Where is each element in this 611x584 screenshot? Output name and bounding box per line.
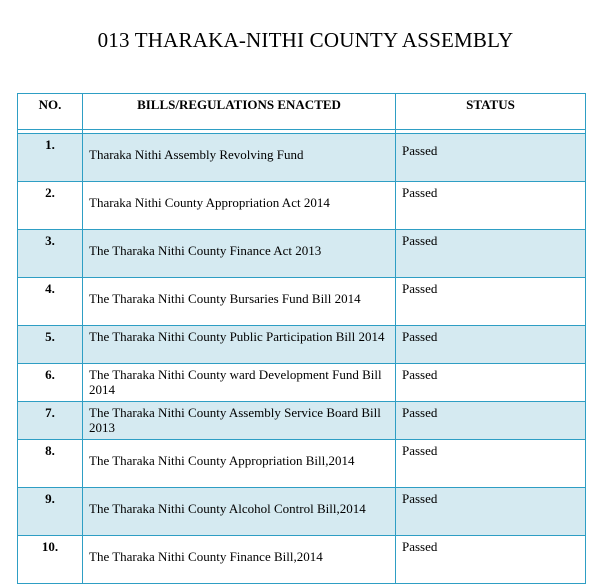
bill-status: Passed (396, 402, 586, 440)
bills-table (17, 93, 586, 584)
bill-name: The Tharaka Nithi County Public Participation Bill 2014 (83, 326, 396, 364)
bill-status: Passed (396, 488, 586, 536)
table-row (18, 364, 586, 402)
bill-name: The Tharaka Nithi County Bursaries Fund Bill 2014 (83, 278, 396, 326)
row-number: 4. (18, 278, 83, 326)
table-row (18, 536, 586, 584)
table-row (18, 230, 586, 278)
table-row (18, 402, 586, 440)
bill-name: The Tharaka Nithi County Appropriation Bill,2014 (83, 440, 396, 488)
table-header-row (18, 94, 586, 130)
row-number: 7. (18, 402, 83, 440)
bill-status: Passed (396, 536, 586, 584)
table-row (18, 326, 586, 364)
bill-name: The Tharaka Nithi County ward Development Fund Bill 2014 (83, 364, 396, 402)
table-row (18, 440, 586, 488)
row-number: 9. (18, 488, 83, 536)
table-row (18, 182, 586, 230)
bill-status: Passed (396, 278, 586, 326)
header-bills: BILLS/REGULATIONS ENACTED (83, 94, 396, 130)
bill-name: Tharaka Nithi County Appropriation Act 2014 (83, 182, 396, 230)
document-title: 013 THARAKA-NITHI COUNTY ASSEMBLY (97, 28, 514, 52)
row-number: 1. (18, 134, 83, 182)
row-number: 5. (18, 326, 83, 364)
table-row (18, 488, 586, 536)
bill-name: The Tharaka Nithi County Alcohol Control Bill,2014 (83, 488, 396, 536)
bill-status: Passed (396, 230, 586, 278)
header-status: STATUS (396, 94, 586, 130)
bill-status: Passed (396, 440, 586, 488)
header-no: NO. (18, 94, 83, 130)
bill-status: Passed (396, 364, 586, 402)
row-number: 6. (18, 364, 83, 402)
bill-name: The Tharaka Nithi County Finance Act 2013 (83, 230, 396, 278)
table-row (18, 134, 586, 182)
bill-status: Passed (396, 326, 586, 364)
bill-status: Passed (396, 134, 586, 182)
table-row (18, 278, 586, 326)
bill-name: The Tharaka Nithi County Finance Bill,2014 (83, 536, 396, 584)
row-number: 10. (18, 536, 83, 584)
row-number: 3. (18, 230, 83, 278)
row-number: 8. (18, 440, 83, 488)
bill-name: The Tharaka Nithi County Assembly Service Board Bill 2013 (83, 402, 396, 440)
bill-status: Passed (396, 182, 586, 230)
row-number: 2. (18, 182, 83, 230)
bill-name: Tharaka Nithi Assembly Revolving Fund (83, 134, 396, 182)
